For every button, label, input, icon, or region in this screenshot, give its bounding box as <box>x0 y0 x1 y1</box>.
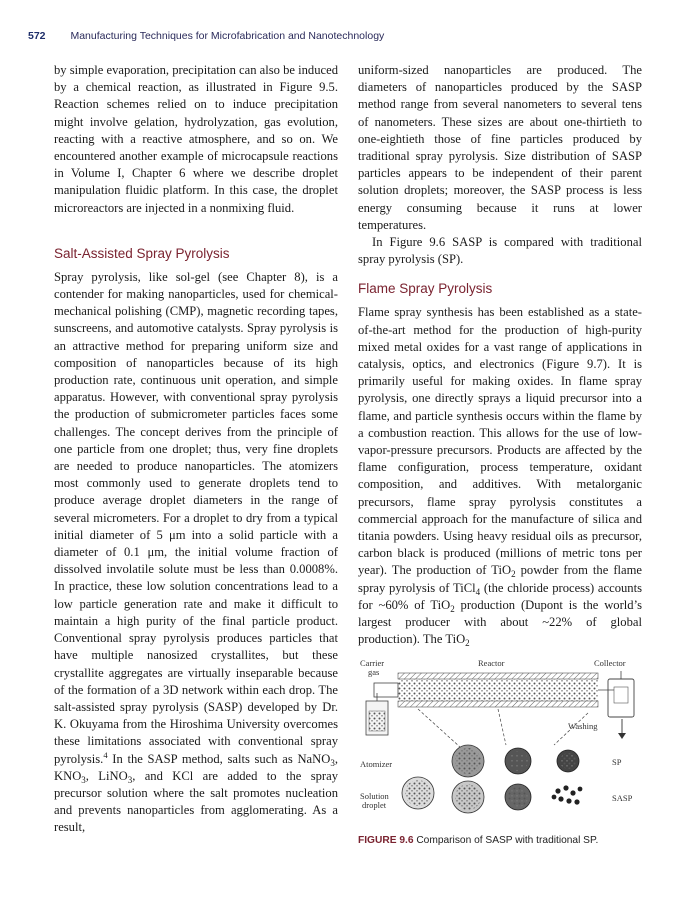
reference-superscript: 4 <box>103 749 108 760</box>
label-reactor: Reactor <box>478 657 505 668</box>
subscript: 2 <box>450 603 455 614</box>
figure-caption-text: Comparison of SASP with traditional SP. <box>416 834 599 846</box>
nanoparticle <box>570 790 575 795</box>
sp-particle-texture <box>508 751 528 771</box>
figure-caption <box>358 832 642 849</box>
right-column <box>358 62 642 849</box>
left-paragraph-1: by simple evaporation, precipitation can also be induced by a chemical reaction, as illustrated in Figure 9.5. Reaction schemes relied on to induce precipitation might involve gelation, hydrolyzation, gas evolution, reacting with a reactive atmosphere, and so on. We encountered another example of microcapsule reactions in Volume I, Chapter 6 where we describe droplet manipulation fluidic platform. In this case, the droplet microreactors are injected in a nonmixing fluid. <box>54 63 338 215</box>
figure-caption-label: FIGURE 9.6 <box>358 834 414 846</box>
label-carrier: Carrier <box>360 657 385 668</box>
page-number: 572 <box>28 30 46 42</box>
reactor-wall-bottom <box>398 701 598 707</box>
label-solution: Solution <box>360 790 389 801</box>
label-sp: SP <box>612 756 622 767</box>
left-column <box>54 62 338 837</box>
inlet-pipe <box>374 683 398 697</box>
right-paragraph-1: uniform-sized nanoparticles are produced. The diameters of nanoparticles produced by the SASP method range from several nanometers to several tens of nanometers. These sizes are about one-thirtieth to one-eightieth those of fine particles produced by traditional spray pyrolysis. Size distribution of SASP particles appears to be independent of their parent solution droplets; moreover, the SASP process is less energy consuming because it runs at lower temperatures. <box>358 63 642 232</box>
subscript: 4 <box>475 586 481 597</box>
right-paragraph-2: In Figure 9.6 SASP is compared with traditional spray pyrolysis (SP). <box>358 235 642 267</box>
reactor-particle-flow <box>398 679 598 701</box>
right-p3-text-c: (the chloride process) accounts for ~60% of TiO <box>358 580 642 612</box>
left-paragraph-2 <box>54 269 338 837</box>
sasp-nanoparticles <box>552 785 583 804</box>
left-p2-text-e: , and KCl are added to the spray precursor solution where the salt promotes nucleation and prevents nanoparticles from agglomerating. As a result, <box>54 768 338 835</box>
label-sasp: SASP <box>612 792 633 803</box>
label-atomizer: Atomizer <box>360 758 393 769</box>
label-washing: Washing <box>568 720 598 731</box>
right-p3-text-b: powder from the flame spray pyrolysis of TiCl <box>358 563 642 595</box>
left-p2-text-d: , LiNO <box>85 768 128 783</box>
book-title: Manufacturing Techniques for Microfabrication and Nanotechnology <box>70 30 385 42</box>
running-header <box>28 30 384 42</box>
sasp-droplet-texture <box>455 784 481 810</box>
collector-filter <box>614 687 628 703</box>
nanoparticle <box>555 788 560 793</box>
atomizer-liquid <box>369 711 385 731</box>
section-heading-fsp: Flame Spray Pyrolysis <box>358 281 493 297</box>
left-p2-text-a: Spray pyrolysis, like sol-gel (see Chapter 8), is a contender for making nanoparticles, used for chemical-mechanical polishing (CMP), magnetic recording tapes, sunscreens, and automotive catalysts. Spray pyrolysis is an attractive method for preparing uniform size and composition of nanoparticles because of its high production rate, continuous unit operation, and simple apparatus. However, with conventional spray pyrolysis the production of submicrometer particles faces some challenges. The concept derives from the principle of one particle from one droplet; thus, very fine droplets are needed to produce nanoparticles. The atomizers most commonly used to generate droplets tend to produce average droplet diameters in the range of several micrometers. For a droplet to dry from a typical initial diameter of 5 μm into a solid particle with a diameter of 0.1 μm, the initial volume fraction of dissolved involatile solute must be less than 0.0008%. In practice, these low solution concentrations lead to a low particle generation rate and make it difficult to maintain a high purity of the final particle product. Conventional spray pyrolysis produces particles that have multiple nanosized crystallites, but these crystallite aggregates are virtually inseparable because of the formation of a 3D network within each drop. The salt-assisted spray pyrolysis (SASP) developed by Dr. K. Okuyama from the Hiroshima University overcomes these limitations associated with conventional spray pyrolysis. <box>54 269 338 766</box>
subscript: 3 <box>127 774 133 785</box>
pointer-reactor <box>498 709 506 745</box>
right-paragraph-3 <box>358 304 642 648</box>
subscript: 3 <box>330 757 335 768</box>
solution-droplet-texture <box>405 780 431 806</box>
washing-arrowhead <box>618 733 626 739</box>
nanoparticle <box>558 796 563 801</box>
sp-droplet-texture <box>455 748 481 774</box>
nanoparticle <box>578 786 583 791</box>
pointer-atomizer <box>418 709 460 747</box>
nanoparticle <box>566 798 571 803</box>
subscript: 3 <box>81 774 86 785</box>
nanoparticle <box>552 794 557 799</box>
label-gas: gas <box>368 666 380 677</box>
figure-9-6 <box>358 657 642 849</box>
sasp-particle-texture <box>508 787 528 807</box>
right-p3-text-d: production (Dupont is the world’s largest producer with about ~22% of global production). The TiO <box>358 597 642 647</box>
sasp-vs-sp-diagram <box>358 657 642 825</box>
label-droplet: droplet <box>362 799 387 810</box>
left-p2-text-c: , KNO <box>54 751 338 783</box>
sp-product-texture <box>560 753 576 769</box>
left-p2-text-b: In the SASP method, salts such as NaNO <box>107 751 331 766</box>
nanoparticle <box>574 799 579 804</box>
reactor-wall-top <box>398 673 598 679</box>
subscript: 2 <box>465 638 470 649</box>
right-p3-text-a: Flame spray synthesis has been established as a state-of-the-art method for the production of high-purity mixed metal oxides for a vast range of applications in catalysis, optics, and electronics (Figure 9.7). It is primarily useful for making oxides. In flame spray pyrolysis, one directly sprays a liquid precursor into a flame, and particle synthesis occurs within the flame by a combustion reaction. This allows for the use of low-vapor-pressure precursors. Products are affected by the flame configuration, process temperature, oxidant composition, and additives. With metalorganic precursors, flame spray pyrolysis constitutes a commercial approach for the manufacture of silica and titania powders. Using heavy residual oils as precursor, carbon black is produced (millions of metric tons per year). The production of TiO <box>358 305 642 578</box>
subscript: 2 <box>511 569 516 580</box>
nanoparticle <box>563 785 568 790</box>
label-collector: Collector <box>594 657 626 668</box>
section-heading-sasp: Salt-Assisted Spray Pyrolysis <box>54 245 230 261</box>
